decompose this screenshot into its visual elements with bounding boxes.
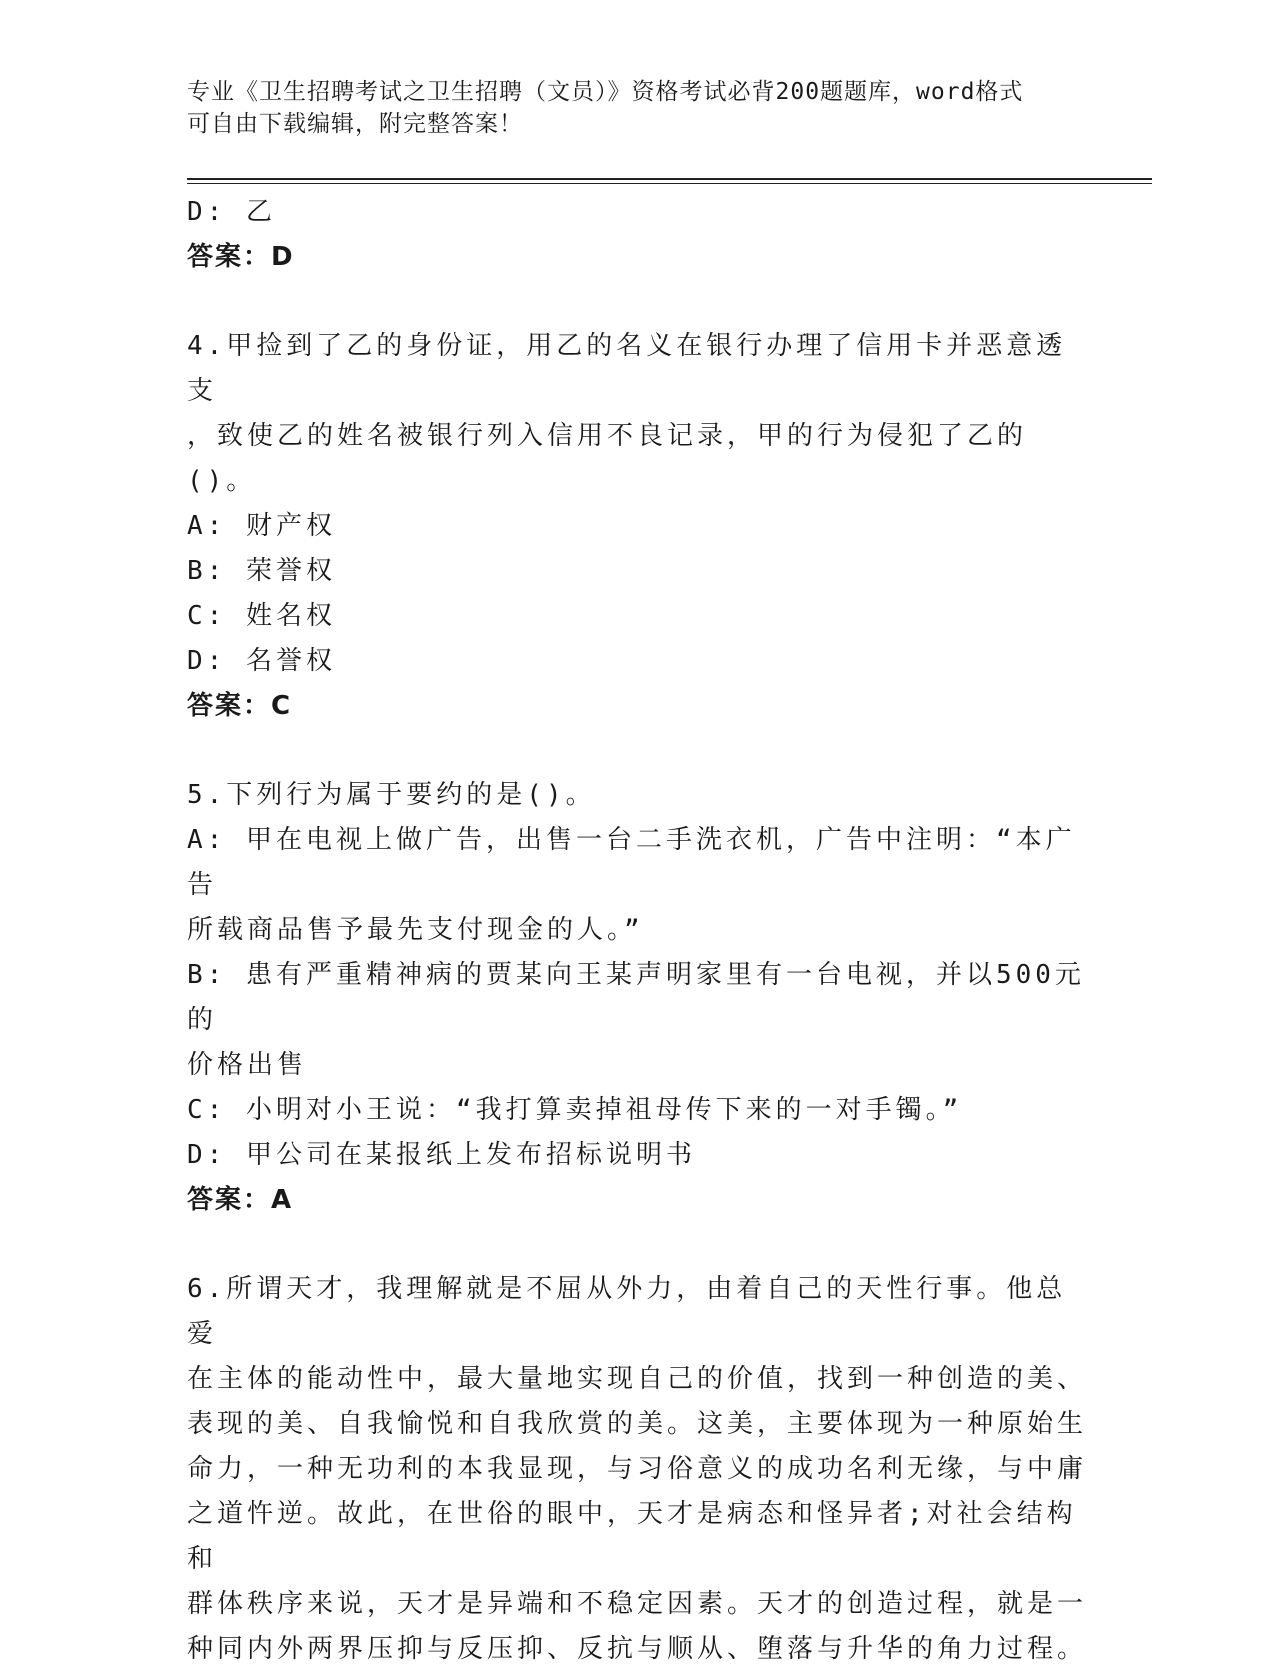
question-5-option-b-line-2: 价格出售 <box>187 1050 308 1080</box>
question-5-option-a-line-2: 所载商品售予最先支付现金的人。” <box>187 915 644 945</box>
question-5-line-1: 5.下列行为属于要约的是()。 <box>187 780 596 810</box>
question-5-option-b-line-1: B: 患有严重精神病的贾某向王某声明家里有一台电视，并以500元的 <box>187 960 1085 1035</box>
question-6-line-5: 之道忤逆。故此，在世俗的眼中，天才是病态和怪异者;对社会结构和 <box>187 1499 1077 1574</box>
question-6-line-7: 种同内外两界压抑与反压抑、反抗与顺从、堕落与升华的角力过程。 <box>187 1634 1088 1664</box>
document-body <box>187 190 1087 1672</box>
question-6-line-4: 命力，一种无功利的本我显现，与习俗意义的成功名利无缘，与中庸 <box>187 1454 1088 1484</box>
question-4-option-a: A: 财产权 <box>187 511 336 541</box>
question-4-option-b: B: 荣誉权 <box>187 556 336 586</box>
question-5-option-c: C: 小明对小王说：“我打算卖掉祖母传下来的一对手镯。” <box>187 1095 963 1125</box>
question-4-option-c: C: 姓名权 <box>187 601 336 631</box>
question-4-line-1: 4.甲捡到了乙的身份证，用乙的名义在银行办理了信用卡并恶意透支 <box>187 331 1067 406</box>
header-rule-thin <box>187 183 1152 184</box>
question-6-line-1: 6.所谓天才，我理解就是不屈从外力，由着自己的天性行事。他总爱 <box>187 1274 1067 1349</box>
question-5-option-d: D: 甲公司在某报纸上发布招标说明书 <box>187 1140 696 1170</box>
header-line-1: 专业《卫生招聘考试之卫生招聘（文员）》资格考试必背200题题库，word格式 <box>187 79 1024 105</box>
question-5-option-a-line-1: A: 甲在电视上做广告，出售一台二手洗衣机，广告中注明：“本广告 <box>187 825 1076 900</box>
question-5-answer: 答案：A <box>187 1185 294 1215</box>
question-4-answer: 答案：C <box>187 691 293 721</box>
question-6-line-3: 表现的美、自我愉悦和自我欣赏的美。这美，主要体现为一种原始生 <box>187 1409 1088 1439</box>
question-6-line-6: 群体秩序来说，天才是异端和不稳定因素。天才的创造过程，就是一 <box>187 1589 1088 1619</box>
prev-option-d: D: 乙 <box>187 197 276 227</box>
spacer <box>187 729 1087 773</box>
header-line-2: 可自由下载编辑，附完整答案！ <box>187 111 523 137</box>
spacer <box>187 1223 1087 1267</box>
question-4-line-2: ，致使乙的姓名被银行列入信用不良记录，甲的行为侵犯了乙的()。 <box>187 421 1028 496</box>
question-4-option-d: D: 名誉权 <box>187 646 336 676</box>
prev-answer: 答案：D <box>187 242 295 272</box>
document-header <box>187 76 1087 140</box>
question-6-line-2: 在主体的能动性中，最大量地实现自己的价值，找到一种创造的美、 <box>187 1364 1088 1394</box>
spacer <box>187 280 1087 324</box>
header-rule-thick <box>187 178 1152 180</box>
